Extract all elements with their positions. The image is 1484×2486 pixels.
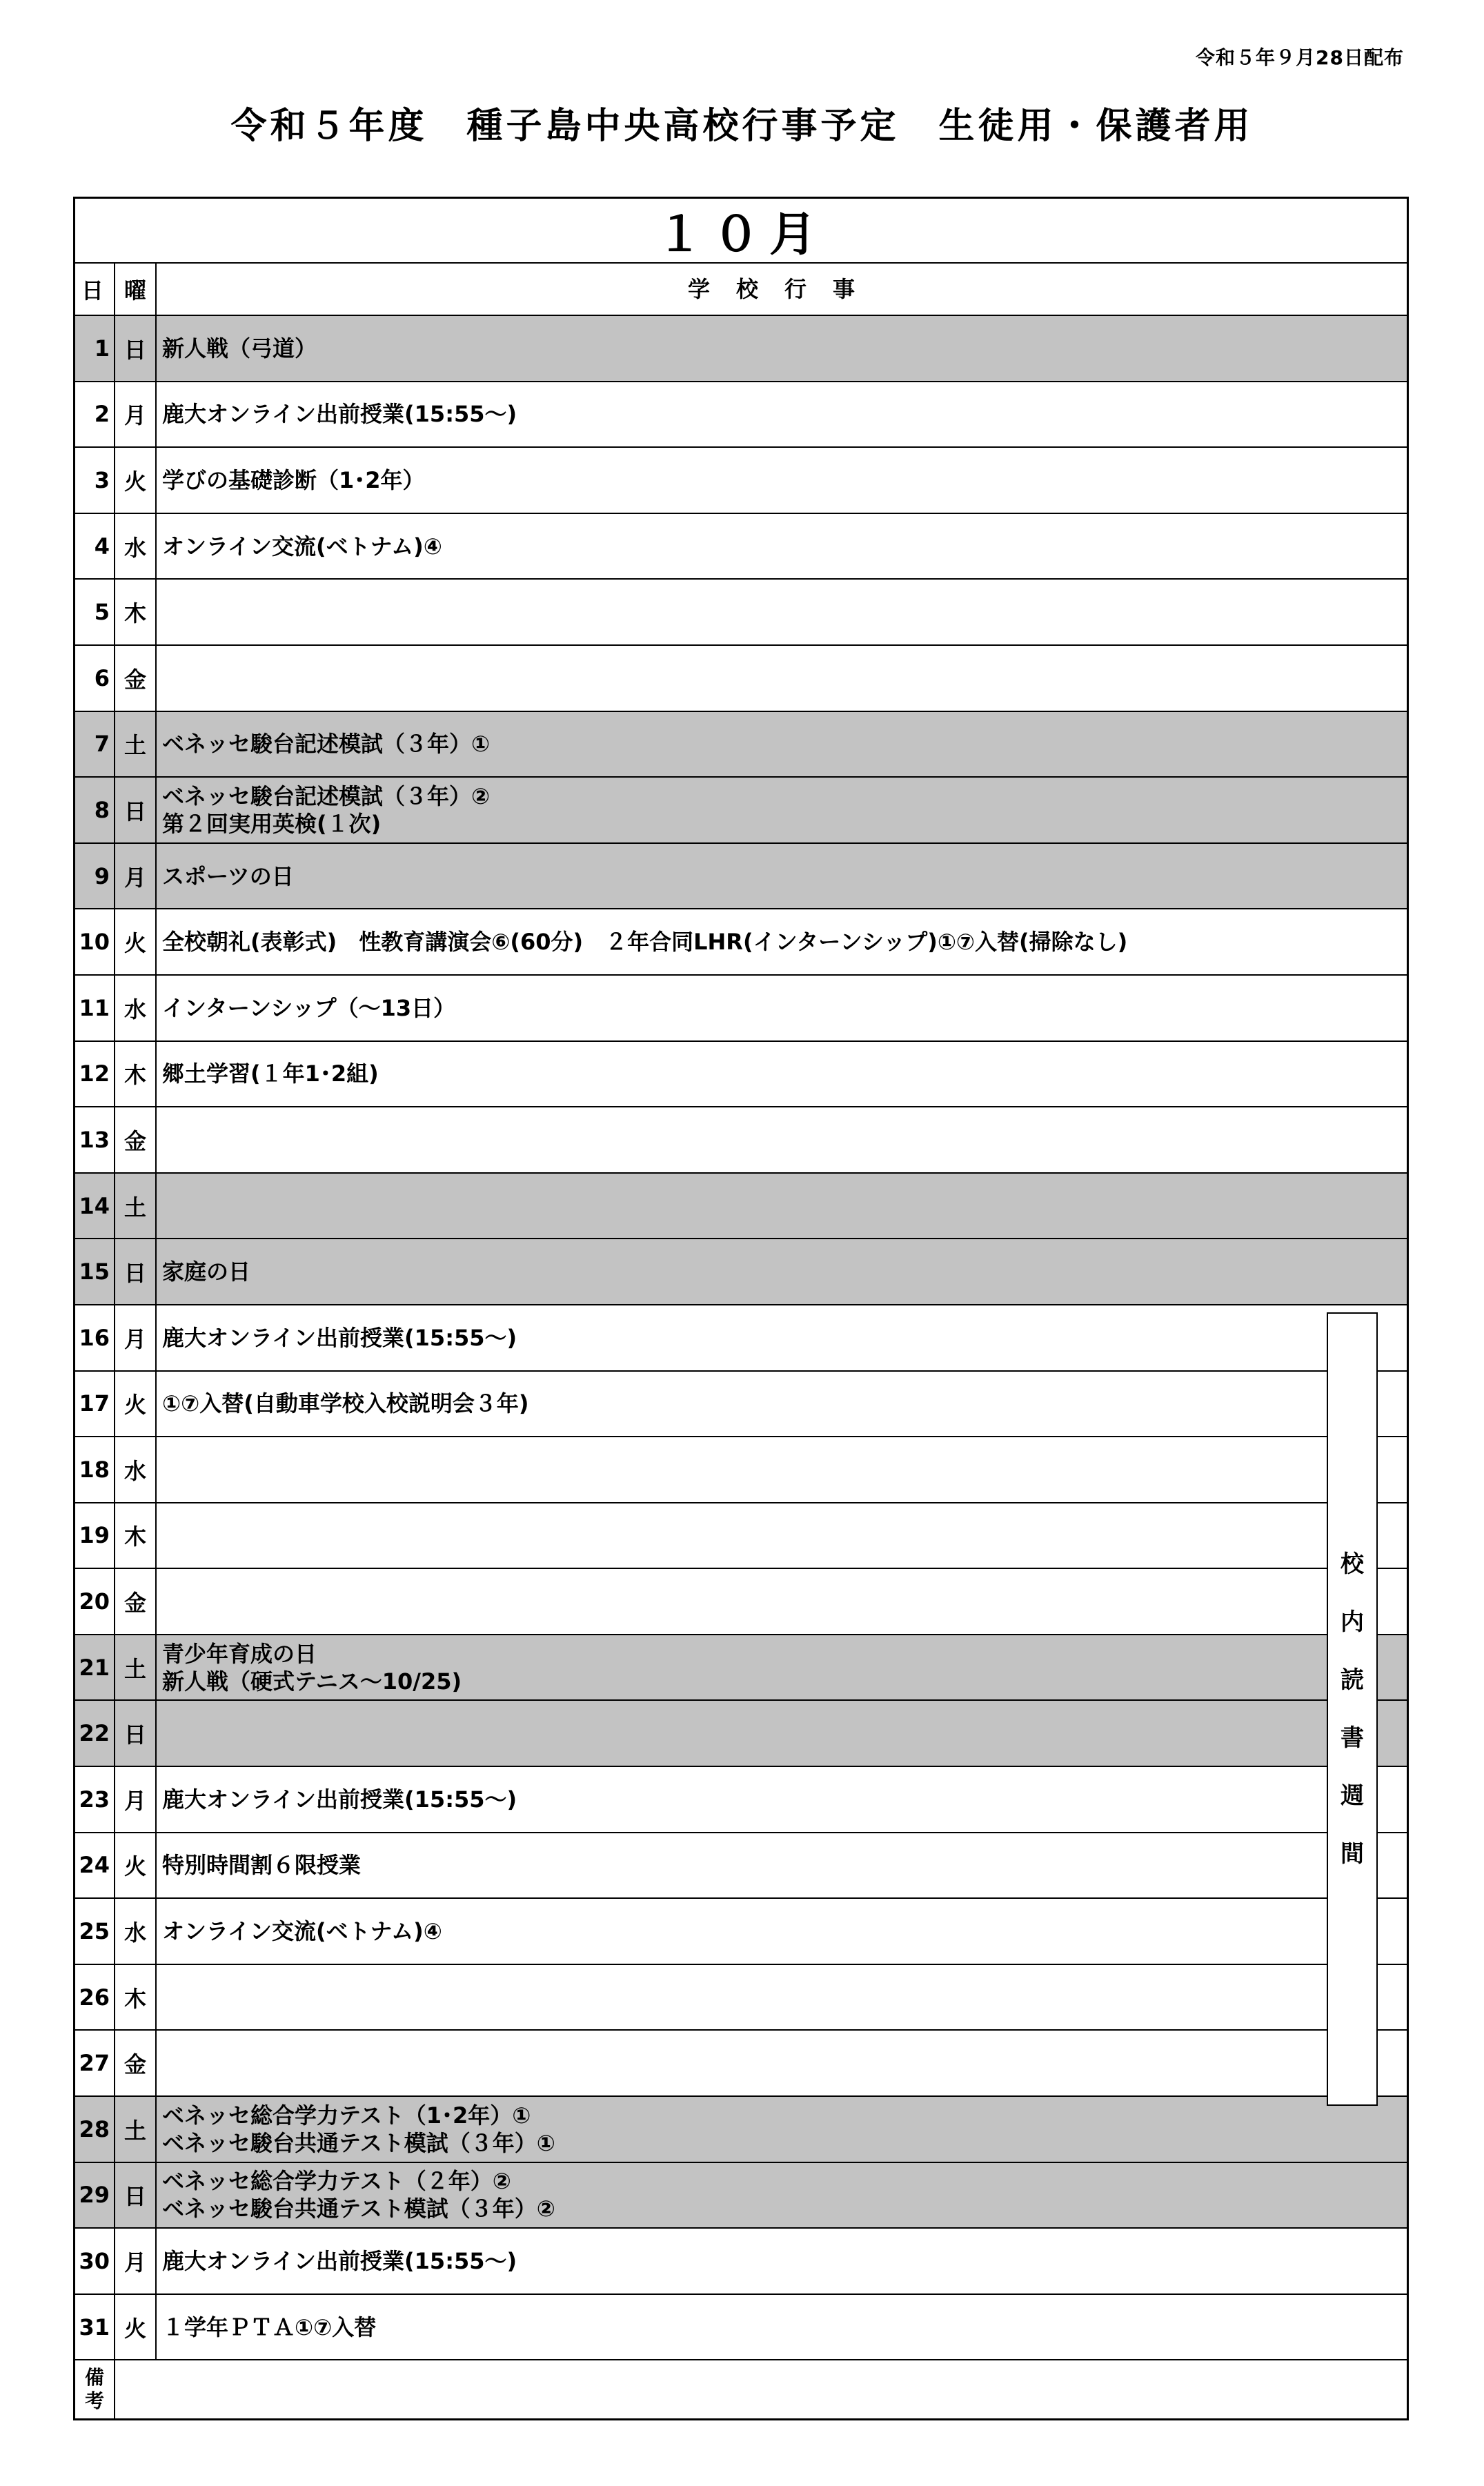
table-row <box>75 1437 1407 1503</box>
day-cell: 20 <box>75 1569 115 1634</box>
event-cell <box>157 1833 1407 1898</box>
notes-row <box>75 2360 1407 2418</box>
table-row <box>75 1042 1407 1108</box>
reading-week-char: 読 <box>1340 1666 1364 1694</box>
notes-body <box>115 2360 1407 2418</box>
event-line: ベネッセ総合学力テスト（２年）② <box>162 2168 511 2195</box>
event-cell <box>157 2295 1407 2360</box>
table-body <box>75 316 1407 2360</box>
event-line: １学年ＰＴＡ①⑦入替 <box>162 2314 377 2340</box>
weekday-cell: 金 <box>115 2031 157 2095</box>
weekday-cell: 水 <box>115 514 157 579</box>
event-cell <box>157 1899 1407 1964</box>
table-row <box>75 976 1407 1042</box>
weekday-cell: 土 <box>115 1635 157 1700</box>
day-cell: 21 <box>75 1635 115 1700</box>
day-cell: 18 <box>75 1437 115 1502</box>
weekday-cell: 火 <box>115 1833 157 1898</box>
table-row <box>75 448 1407 514</box>
day-cell: 6 <box>75 646 115 711</box>
table-row <box>75 1767 1407 1833</box>
event-line: 鹿大オンライン出前授業(15:55～) <box>162 1786 517 1813</box>
event-line: ベネッセ駿台記述模試（３年）① <box>162 731 491 758</box>
day-cell: 27 <box>75 2031 115 2095</box>
event-cell <box>157 316 1407 381</box>
event-line: 新人戦（硬式テニス～10/25) <box>162 1668 462 1695</box>
weekday-cell: 日 <box>115 1701 157 1766</box>
event-cell <box>157 1965 1407 2030</box>
event-line: オンライン交流(ベトナム)④ <box>162 1918 442 1945</box>
event-cell <box>157 909 1407 974</box>
event-cell <box>157 2163 1407 2228</box>
event-cell <box>157 1503 1407 1568</box>
distribution-date: 令和５年９月28日配布 <box>1196 46 1404 69</box>
day-cell: 2 <box>75 382 115 447</box>
event-line: 新人戦（弓道） <box>162 335 317 362</box>
event-cell <box>157 580 1407 644</box>
weekday-cell: 水 <box>115 976 157 1040</box>
weekday-cell: 月 <box>115 1305 157 1370</box>
table-row <box>75 1965 1407 2031</box>
table-row <box>75 1372 1407 1438</box>
table-row <box>75 2295 1407 2361</box>
weekday-cell: 木 <box>115 1503 157 1568</box>
header-day: 日 <box>75 264 115 315</box>
event-line: 特別時間割６限授業 <box>162 1852 362 1879</box>
weekday-cell: 火 <box>115 909 157 974</box>
table-row <box>75 1701 1407 1767</box>
event-cell <box>157 976 1407 1040</box>
reading-week-char: 内 <box>1340 1608 1364 1636</box>
table-row <box>75 2229 1407 2295</box>
event-cell <box>157 1174 1407 1239</box>
notes-label-char: 備 <box>84 2366 104 2389</box>
day-cell: 16 <box>75 1305 115 1370</box>
event-cell <box>157 448 1407 513</box>
weekday-cell: 土 <box>115 1174 157 1239</box>
event-line: 青少年育成の日 <box>162 1640 317 1667</box>
event-line: ベネッセ駿台共通テスト模試（３年）① <box>162 2129 555 2156</box>
day-cell: 24 <box>75 1833 115 1898</box>
day-cell: 11 <box>75 976 115 1040</box>
table-row <box>75 646 1407 712</box>
event-line: 家庭の日 <box>162 1259 251 1285</box>
table-row <box>75 382 1407 448</box>
event-cell <box>157 1107 1407 1172</box>
table-row <box>75 1569 1407 1635</box>
event-cell <box>157 2097 1407 2162</box>
event-cell <box>157 646 1407 711</box>
event-line: オンライン交流(ベトナム)④ <box>162 533 442 560</box>
table-row <box>75 712 1407 778</box>
table-row <box>75 909 1407 976</box>
event-cell <box>157 778 1407 842</box>
day-cell: 3 <box>75 448 115 513</box>
weekday-cell: 日 <box>115 2163 157 2228</box>
reading-week-char: 週 <box>1340 1782 1364 1810</box>
day-cell: 30 <box>75 2229 115 2293</box>
weekday-cell: 月 <box>115 382 157 447</box>
event-line: 郷土学習(１年1･2組) <box>162 1061 379 1087</box>
table-row <box>75 1503 1407 1570</box>
day-cell: 31 <box>75 2295 115 2360</box>
day-cell: 8 <box>75 778 115 842</box>
day-cell: 10 <box>75 909 115 974</box>
event-line: 鹿大オンライン出前授業(15:55～) <box>162 2248 517 2275</box>
event-line: 鹿大オンライン出前授業(15:55～) <box>162 1324 517 1351</box>
header-weekday: 曜 <box>115 264 157 315</box>
event-cell <box>157 514 1407 579</box>
event-line: 全校朝礼(表彰式) 性教育講演会⑥(60分) ２年合同LHR(インターンシップ)①⑦入替(掃除なし) <box>162 929 1128 956</box>
weekday-cell: 月 <box>115 844 157 909</box>
day-cell: 9 <box>75 844 115 909</box>
weekday-cell: 金 <box>115 646 157 711</box>
weekday-cell: 日 <box>115 778 157 842</box>
event-line: ①⑦入替(自動車学校入校説明会３年) <box>162 1390 529 1417</box>
event-cell <box>157 1305 1407 1370</box>
table-row <box>75 1833 1407 1900</box>
event-line: 鹿大オンライン出前授業(15:55～) <box>162 401 517 428</box>
weekday-cell: 水 <box>115 1437 157 1502</box>
event-cell <box>157 1767 1407 1832</box>
weekday-cell: 木 <box>115 1042 157 1107</box>
table-row <box>75 1635 1407 1701</box>
event-line: スポーツの日 <box>162 862 294 889</box>
day-cell: 5 <box>75 580 115 644</box>
event-line: ベネッセ総合学力テスト（1･2年）① <box>162 2102 531 2129</box>
weekday-cell: 火 <box>115 1372 157 1437</box>
event-cell <box>157 712 1407 777</box>
schedule-table <box>73 197 1409 2420</box>
event-line: ベネッセ駿台記述模試（３年）② <box>162 782 491 809</box>
table-row <box>75 514 1407 580</box>
day-cell: 26 <box>75 1965 115 2030</box>
event-cell <box>157 2229 1407 2293</box>
reading-week-box <box>1327 1312 1378 2106</box>
event-cell <box>157 1569 1407 1634</box>
event-cell <box>157 1239 1407 1304</box>
weekday-cell: 火 <box>115 448 157 513</box>
weekday-cell: 金 <box>115 1107 157 1172</box>
notes-label-char: 考 <box>84 2389 104 2413</box>
weekday-cell: 金 <box>115 1569 157 1634</box>
day-cell: 15 <box>75 1239 115 1304</box>
weekday-cell: 月 <box>115 2229 157 2293</box>
reading-week-char: 間 <box>1340 1840 1364 1868</box>
table-row <box>75 316 1407 382</box>
weekday-cell: 日 <box>115 316 157 381</box>
event-line: 第２回実用英検(１次) <box>162 810 382 837</box>
table-row <box>75 1239 1407 1305</box>
notes-label <box>75 2360 115 2418</box>
weekday-cell: 土 <box>115 2097 157 2162</box>
day-cell: 7 <box>75 712 115 777</box>
event-cell <box>157 1042 1407 1107</box>
day-cell: 12 <box>75 1042 115 1107</box>
weekday-cell: 水 <box>115 1899 157 1964</box>
table-row <box>75 1305 1407 1372</box>
day-cell: 1 <box>75 316 115 381</box>
weekday-cell: 火 <box>115 2295 157 2360</box>
table-row <box>75 1107 1407 1174</box>
day-cell: 25 <box>75 1899 115 1964</box>
document-title: 令和５年度 種子島中央高校行事予定 生徒用・保護者用 <box>230 106 1254 147</box>
day-cell: 28 <box>75 2097 115 2162</box>
event-cell <box>157 1437 1407 1502</box>
table-row <box>75 778 1407 844</box>
day-cell: 17 <box>75 1372 115 1437</box>
header-events: 学校行事 <box>687 276 881 302</box>
weekday-cell: 木 <box>115 580 157 644</box>
reading-week-char: 書 <box>1340 1724 1364 1752</box>
weekday-cell: 土 <box>115 712 157 777</box>
day-cell: 4 <box>75 514 115 579</box>
event-cell <box>157 2031 1407 2095</box>
event-line: 学びの基礎診断（1･2年） <box>162 466 425 493</box>
event-line: インターンシップ（～13日） <box>162 994 456 1021</box>
table-row <box>75 2031 1407 2097</box>
event-cell <box>157 1635 1407 1700</box>
day-cell: 23 <box>75 1767 115 1832</box>
month-heading: １０月 <box>75 199 1407 264</box>
table-row <box>75 1899 1407 1965</box>
day-cell: 29 <box>75 2163 115 2228</box>
event-cell <box>157 844 1407 909</box>
event-cell <box>157 382 1407 447</box>
weekday-cell: 木 <box>115 1965 157 2030</box>
table-header-row <box>75 264 1407 316</box>
day-cell: 19 <box>75 1503 115 1568</box>
table-row <box>75 580 1407 646</box>
event-cell <box>157 1701 1407 1766</box>
reading-week-char: 校 <box>1340 1550 1364 1578</box>
event-line: ベネッセ駿台共通テスト模試（３年）② <box>162 2196 555 2222</box>
day-cell: 13 <box>75 1107 115 1172</box>
day-cell: 14 <box>75 1174 115 1239</box>
event-cell <box>157 1372 1407 1437</box>
table-row <box>75 844 1407 910</box>
table-row <box>75 2163 1407 2229</box>
table-row <box>75 2097 1407 2163</box>
weekday-cell: 月 <box>115 1767 157 1832</box>
table-row <box>75 1174 1407 1240</box>
weekday-cell: 日 <box>115 1239 157 1304</box>
day-cell: 22 <box>75 1701 115 1766</box>
